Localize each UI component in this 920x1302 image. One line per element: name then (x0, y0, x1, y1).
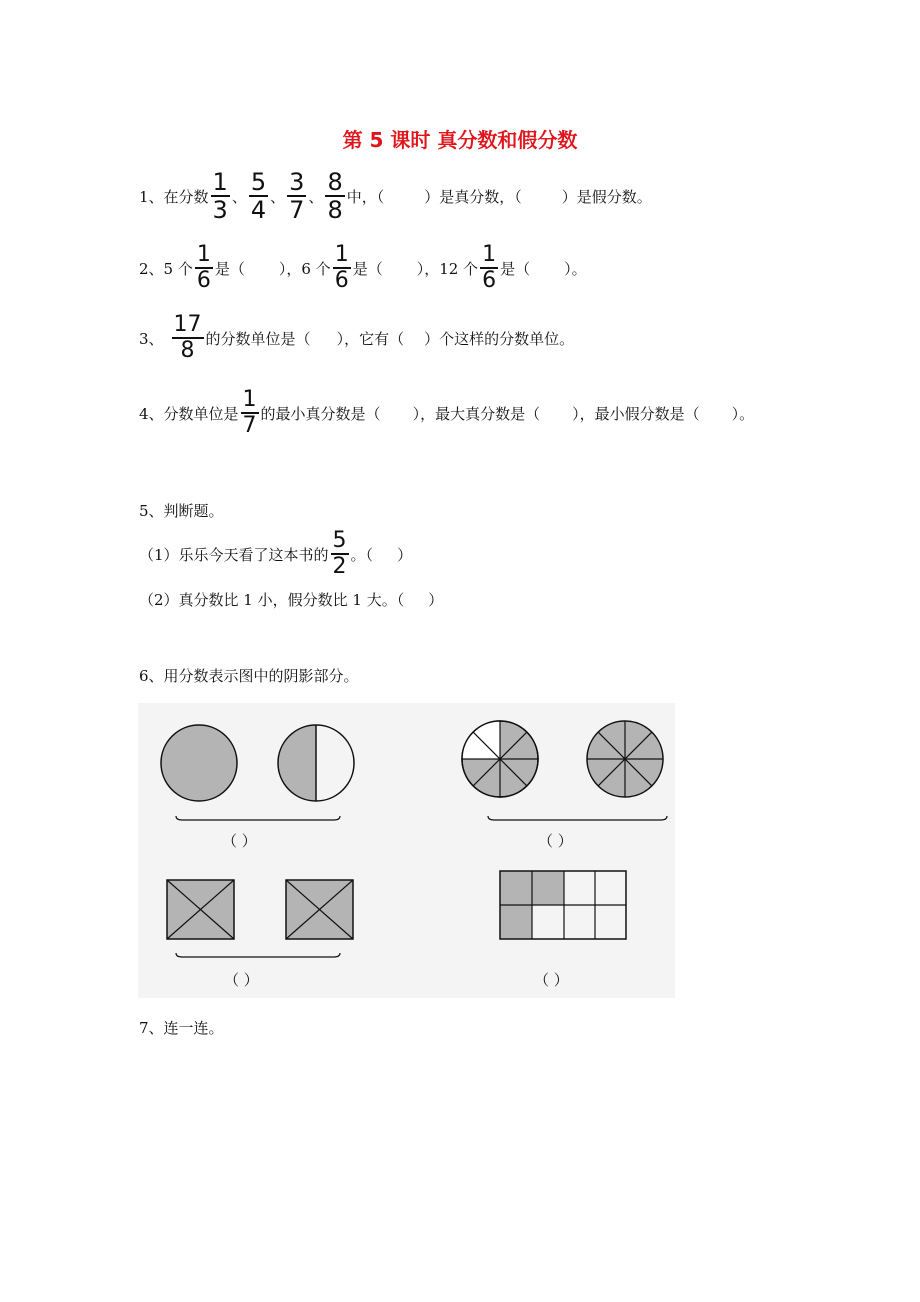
q5-text: ） (428, 591, 444, 609)
answer-label-4[interactable]: （ ） (534, 971, 569, 989)
q2-text: ），6 个 (278, 259, 331, 278)
q5-heading: 5、判断题。 (139, 502, 224, 520)
question-2 (139, 244, 587, 292)
q1-text: 中，（ (346, 187, 385, 206)
q3-text: 3、 (139, 329, 164, 348)
answer-label-1[interactable]: （ ） (222, 832, 257, 850)
numerator: 3 (289, 168, 305, 196)
denominator: 7 (242, 413, 257, 438)
bracket-1 (176, 816, 340, 820)
denominator: 8 (180, 338, 195, 363)
q7-heading: 7、连一连。 (139, 1019, 224, 1037)
denominator: 8 (327, 196, 343, 224)
q5-text: （1）乐乐今天看了这本书的 (139, 545, 329, 564)
denominator: 4 (250, 196, 267, 224)
fraction-1-6 (480, 244, 498, 292)
eighths-circle-right (587, 721, 663, 797)
q2-text: 是（ (500, 259, 531, 278)
separator: 、 (231, 187, 247, 206)
q2-text: 2、5 个 (139, 259, 193, 278)
q5-text: （2）真分数比 1 小，假分数比 1 大。（ (139, 591, 405, 609)
question-1 (139, 170, 652, 222)
numerator: 5 (250, 168, 267, 196)
fraction-5-2 (331, 530, 349, 578)
q4-text: 的最小真分数是（ (260, 404, 381, 423)
square-left (167, 880, 234, 939)
q4-text: ），最小假分数是（ (572, 404, 700, 423)
bracket-2 (488, 816, 667, 820)
denominator: 2 (332, 554, 347, 579)
denominator: 3 (212, 196, 228, 224)
q1-text: ）是假分数。 (561, 187, 652, 206)
fraction-1-3 (211, 170, 230, 222)
fraction-1-6 (195, 244, 213, 292)
q5-text: 。（ (350, 545, 374, 564)
q3-text: 的分数单位是（ (205, 329, 311, 348)
figure-panel (138, 703, 675, 998)
separator: 、 (270, 187, 286, 206)
q5-text: ） (397, 545, 413, 564)
denominator: 7 (289, 196, 305, 224)
answer-label-3[interactable]: （ ） (224, 971, 259, 989)
denominator: 6 (334, 268, 349, 293)
q3-text: ）个这样的分数单位。 (424, 329, 575, 348)
fraction-5-4 (249, 170, 268, 222)
question-4 (139, 389, 754, 437)
numerator: 1 (196, 242, 211, 267)
question-3 (139, 314, 574, 362)
shaded-figures (138, 703, 675, 998)
q2-text: 是（ (352, 259, 383, 278)
page-title: 第 5 课时 真分数和假分数 (342, 128, 578, 152)
q6-heading: 6、用分数表示图中的阴影部分。 (139, 667, 359, 685)
bracket-3 (176, 953, 340, 957)
fraction-1-6 (333, 244, 351, 292)
q2-text: 是（ (214, 259, 245, 278)
q4-text: 4、分数单位是 (139, 404, 239, 423)
q3-text: ），它有（ (336, 329, 405, 348)
grid-rectangle (500, 871, 626, 939)
half-circle-shaded (278, 725, 316, 801)
numerator: 5 (332, 528, 347, 553)
fraction-1-7 (241, 389, 259, 437)
q4-text: ）。 (731, 404, 755, 423)
numerator: 17 (173, 312, 202, 337)
numerator: 1 (334, 242, 349, 267)
fraction-17-8 (172, 314, 204, 362)
answer-label-2[interactable]: （ ） (538, 832, 573, 850)
q5-item-2 (139, 589, 443, 610)
square-right (286, 880, 353, 939)
denominator: 6 (482, 268, 497, 293)
full-circle-shape (161, 725, 237, 801)
numerator: 1 (482, 242, 497, 267)
denominator: 6 (196, 268, 211, 293)
separator: 、 (308, 187, 324, 206)
eighths-circle-left (462, 721, 538, 797)
q1-text: ）是真分数，（ (424, 187, 522, 206)
q4-text: ），最大真分数是（ (412, 404, 541, 423)
q2-text: ），12 个 (416, 259, 479, 278)
q5-item-1 (139, 530, 412, 578)
numerator: 1 (242, 387, 257, 412)
q2-text: ）。 (564, 259, 587, 278)
fraction-8-8 (325, 170, 344, 222)
q1-prefix: 1、在分数 (139, 187, 209, 206)
fraction-3-7 (287, 170, 306, 222)
numerator: 1 (212, 168, 228, 196)
numerator: 8 (327, 168, 343, 196)
